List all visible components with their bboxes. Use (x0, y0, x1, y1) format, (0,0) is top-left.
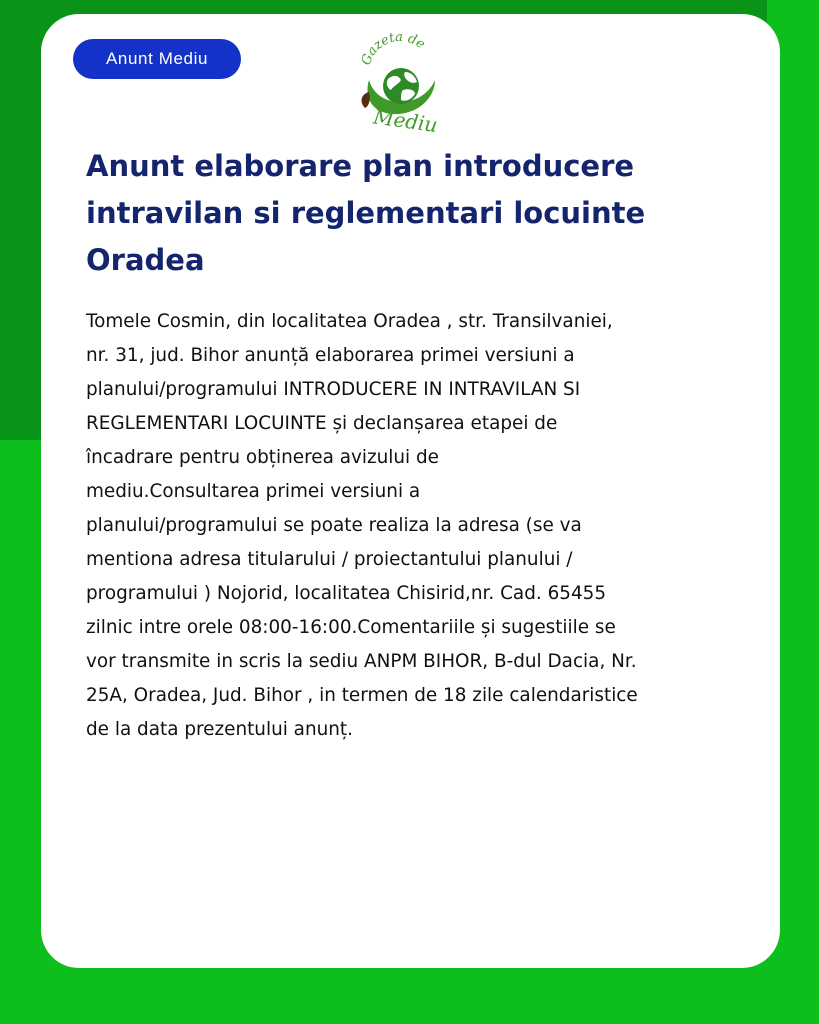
category-tag[interactable]: Anunt Mediu (73, 39, 241, 79)
article-title: Anunt elaborare plan introducere intravilan si reglementari locuinte Oradea (86, 149, 646, 277)
globe-leaf-icon (355, 30, 445, 132)
article-body: Tomele Cosmin, din localitatea Oradea , str. Transilvaniei, nr. 31, jud. Bihor anunță elaborarea primei versiuni a planului/programului INTRODUCERE IN INTRAVILAN SI REGLEMENTARI LOCUINTE și declanșarea etapei de încadrare pentru obținerea avizului de mediu.Consultarea primei versiuni a planului/programului se poate realiza la adresa (se va mentiona adresa titularului / proiectantului planului / programului ) Nojorid, localitatea Chisirid,nr. Cad. 65455 zilnic intre orele 08:00-16:00.Comentariile și sugestiile se vor transmite in scris la sediu ANPM BIHOR, B-dul Dacia, Nr. 25A, Oradea, Jud. Bihor , in termen de 18 zile calendaristice de la data prezentului anunț. (86, 311, 638, 740)
logo-text-bottom: Mediu (371, 104, 439, 132)
logo-text-top: Gazeta de (358, 30, 428, 68)
gazeta-de-mediu-logo (355, 30, 445, 132)
